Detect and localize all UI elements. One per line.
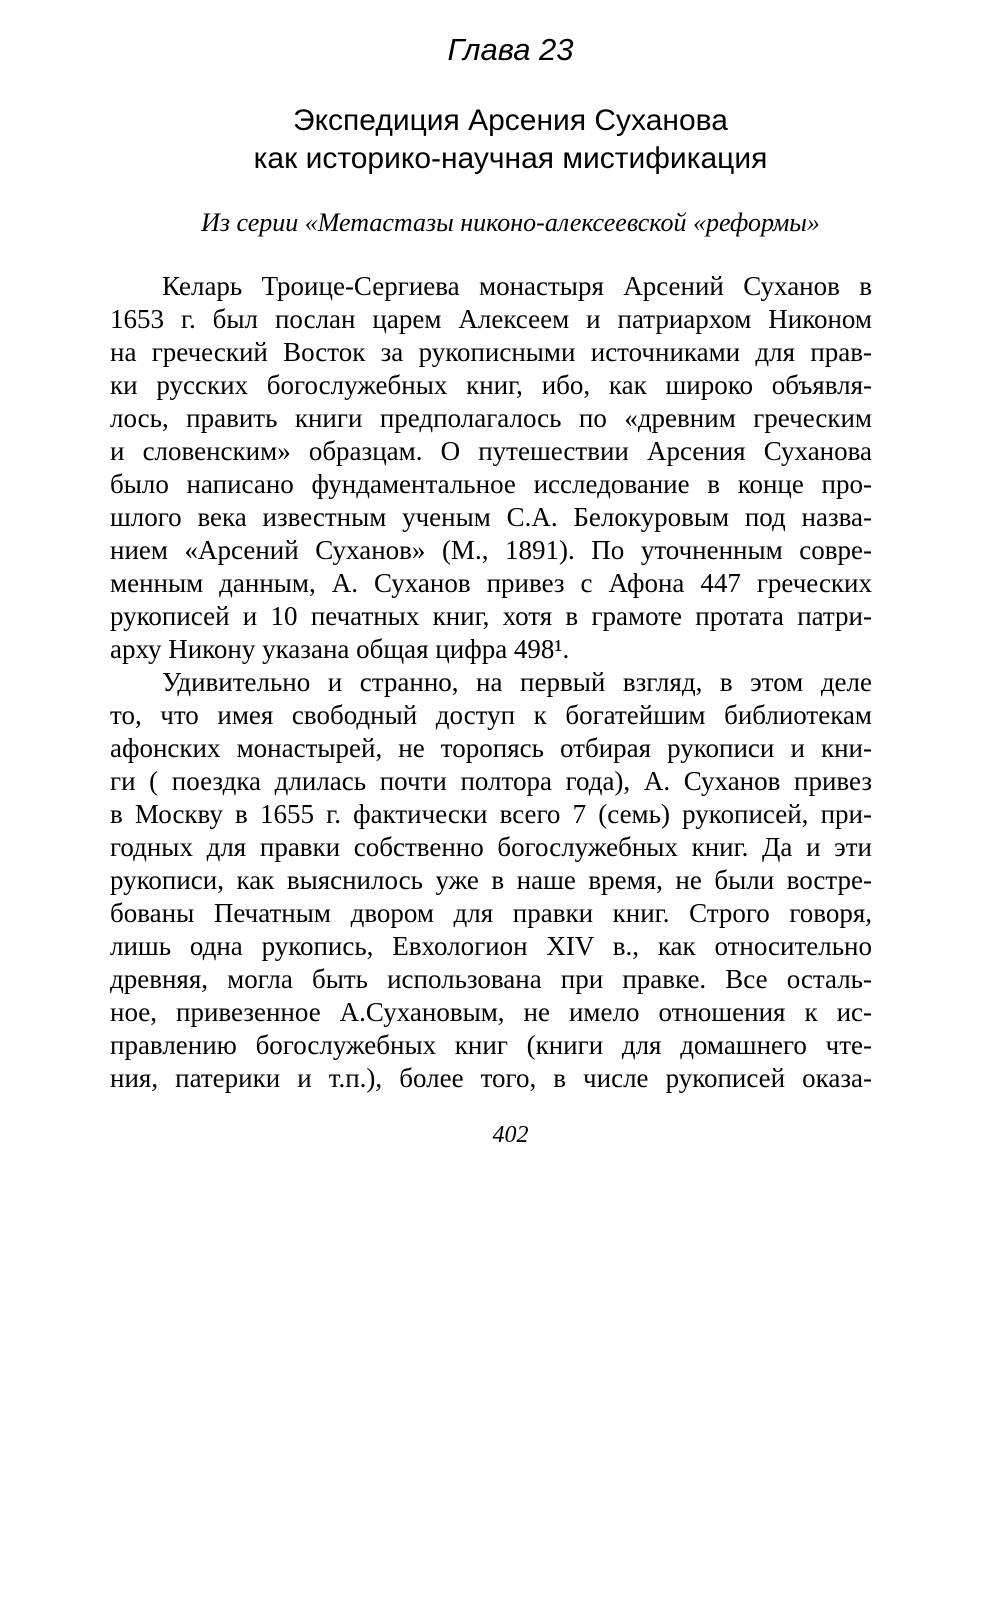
text-line: ги ( поездка длилась почти полтора года), А. Суханов привез	[110, 766, 872, 796]
paragraph-2	[110, 666, 872, 1095]
text-line: правлению богослужебных книг (книги для домашнего чте-	[110, 1030, 872, 1060]
text-line: лось, править книги предполагалось по «древним греческим	[110, 403, 872, 433]
page-number: 402	[492, 1122, 529, 1148]
body-text	[110, 270, 872, 1095]
text-line: менным данным, А. Суханов привез с Афона 447 греческих	[110, 568, 872, 598]
text-line: лишь одна рукопись, Евхологион XIV в., как относительно	[110, 931, 872, 961]
chapter-heading: Глава 23	[447, 32, 574, 67]
text-line: и словенским» образцам. О путешествии Арсения Суханова	[110, 436, 872, 466]
text-line: арху Никону указана общая цифра 498¹.	[110, 634, 570, 664]
text-line: бованы Печатным двором для правки книг. Строго говоря,	[110, 898, 872, 928]
text-line: то, что имея свободный доступ к богатейшим библиотекам	[110, 700, 872, 730]
text-line: афонских монастырей, не торопясь отбирая рукописи и кни-	[110, 733, 872, 763]
text-line: Келарь Троице-Сергиева монастыря Арсений Суханов в	[162, 271, 872, 301]
text-line: Удивительно и странно, на первый взгляд, в этом деле	[162, 667, 872, 697]
text-line: 1653 г. был послан царем Алексеем и патриархом Никоном	[110, 304, 872, 334]
series-subtitle: Из серии «Метастазы никоно-алексеевской «реформы»	[201, 208, 820, 237]
chapter-title-line-1: Экспедиция Арсения Суханова	[293, 104, 728, 137]
text-line: древняя, могла быть использована при правке. Все осталь-	[110, 964, 872, 994]
chapter-title-line-2: как историко-научная мистификация	[253, 142, 768, 175]
text-line: ное, привезенное А.Сухановым, не имело отношения к ис-	[110, 997, 872, 1027]
text-line: шлого века известным ученым С.А. Белокуровым под назва-	[110, 502, 872, 532]
text-line: нием «Арсений Суханов» (М., 1891). По уточненным совре-	[110, 535, 872, 565]
text-line: ния, патерики и т.п.), более того, в числе рукописей оказа-	[110, 1063, 872, 1093]
text-line: ки русских богослужебных книг, ибо, как широко объявля-	[110, 370, 872, 400]
text-line: рукописи, как выяснилось уже в наше время, не были востре-	[110, 865, 872, 895]
paragraph-1	[110, 270, 872, 666]
text-line: на греческий Восток за рукописными источниками для прав-	[110, 337, 872, 367]
text-line: было написано фундаментальное исследование в конце про-	[110, 469, 872, 499]
text-line: рукописей и 10 печатных книг, хотя в грамоте протата патри-	[110, 601, 872, 631]
chapter-title	[0, 102, 999, 178]
text-line: годных для правки собственно богослужебных книг. Да и эти	[110, 832, 872, 862]
text-line: в Москву в 1655 г. фактически всего 7 (семь) рукописей, при-	[110, 799, 872, 829]
